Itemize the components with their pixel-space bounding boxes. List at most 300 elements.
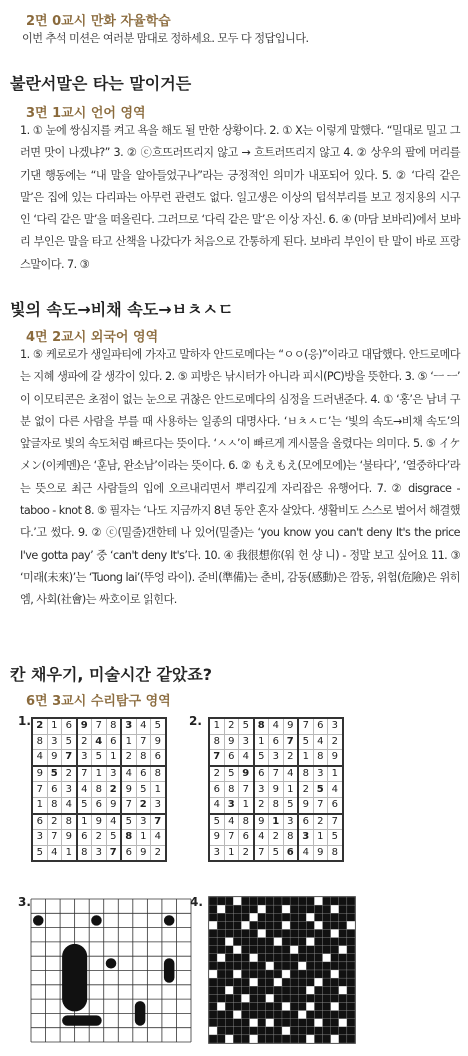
sudoku-cell: 1 [254,734,269,750]
sudoku-cell: 3 [92,845,107,861]
nonogram-cell [217,913,225,921]
nonogram-cell [339,970,347,978]
nonogram-cell [331,921,339,929]
sudoku-row [32,782,166,798]
section1-subheading: 3면 1교시 언어 영역 [26,106,146,121]
sudoku-cell: 1 [239,797,254,813]
sudoku-cell: 2 [239,845,254,861]
nonogram-cell [225,938,233,946]
nonogram-cell [241,921,249,929]
nonogram-cell [347,978,355,986]
sudoku-cell: 7 [62,750,77,766]
nonogram-cell [217,978,225,986]
nonogram-cell [266,1027,274,1035]
nonogram-cell [347,913,355,921]
sudoku-cell: 3 [254,782,269,798]
nonogram-cell [339,929,347,937]
sudoku-cell: 7 [209,750,224,766]
nonogram-cell [241,929,249,937]
nonogram-cell [298,913,306,921]
nonogram-cell [241,1035,249,1043]
nonogram-cell [298,970,306,978]
nonogram-cell [331,962,339,970]
nonogram-cell [250,962,258,970]
sudoku-cell: 9 [47,750,62,766]
nonogram-cell [306,913,314,921]
nonogram-cell [314,978,322,986]
sudoku-cell: 6 [224,750,239,766]
puzzle1-label: 1. [18,714,31,728]
nonogram-cell [274,954,282,962]
sudoku-cell: 2 [121,750,136,766]
sudoku-cell: 8 [239,814,254,830]
nonogram-cell [258,1019,266,1027]
nonogram-cell [314,994,322,1002]
filled-shape [62,944,87,1012]
section2-title: 빛의 속도→비채 속도→ㅂㅊㅅㄷ [10,300,234,319]
nonogram-cell [298,986,306,994]
sudoku-cell: 9 [298,797,313,813]
nonogram-cell [209,897,217,905]
sudoku-cell: 1 [92,766,107,782]
nonogram-cell [339,954,347,962]
nonogram-cell [274,1002,282,1010]
nonogram-cell [314,970,322,978]
nonogram-cell [266,1002,274,1010]
sudoku-cell: 5 [298,734,313,750]
nonogram-cell [250,897,258,905]
nonogram-cell [266,913,274,921]
nonogram-cell [323,1019,331,1027]
sudoku-cell: 8 [32,734,47,750]
sudoku-cell: 9 [151,734,166,750]
sudoku-cell: 8 [151,766,166,782]
nonogram-cell [290,986,298,994]
nonogram-cell [331,954,339,962]
sudoku-cell: 6 [328,797,343,813]
nonogram-cell [209,905,217,913]
nonogram-cell [282,962,290,970]
nonogram-cell [217,962,225,970]
nonogram-cell [339,962,347,970]
nonogram-grid [208,896,356,1044]
sudoku-cell: 7 [121,797,136,813]
nonogram-cell [339,978,347,986]
nonogram-cell [241,1019,249,1027]
nonogram-cell [233,921,241,929]
sudoku-cell: 3 [106,766,121,782]
nonogram-cell [241,954,249,962]
nonogram-cell [225,921,233,929]
sudoku-cell: 2 [209,766,224,782]
nonogram-cell [233,970,241,978]
nonogram-cell [298,938,306,946]
nonogram-cell [233,938,241,946]
nonogram-cell [314,921,322,929]
nonogram-cell [250,1027,258,1035]
sudoku-cell: 5 [106,830,121,846]
nonogram-cell [298,1011,306,1019]
sudoku-cell: 5 [239,718,254,734]
nonogram-cell [347,946,355,954]
nonogram-cell [331,1019,339,1027]
nonogram-cell [323,897,331,905]
nonogram-cell [298,1027,306,1035]
nonogram-cell [314,897,322,905]
nonogram-cell [331,946,339,954]
nonogram-cell [298,1035,306,1043]
nonogram-cell [225,1035,233,1043]
nonogram-cell [282,1027,290,1035]
nonogram-cell [225,905,233,913]
filled-shape [164,958,175,983]
sudoku-cell: 6 [239,830,254,846]
nonogram-cell [217,905,225,913]
nonogram-cell [298,1002,306,1010]
nonogram-cell [331,1002,339,1010]
section3-subheading: 6면 3교시 수리탐구 영역 [26,694,171,709]
nonogram-cell [339,1002,347,1010]
nonogram-cell [290,1002,298,1010]
nonogram-cell [298,994,306,1002]
sudoku-cell: 8 [136,750,151,766]
sudoku-cell: 6 [151,750,166,766]
sudoku-cell: 8 [313,750,328,766]
nonogram-cell [250,1002,258,1010]
sudoku-cell: 3 [77,750,92,766]
nonogram-cell [217,946,225,954]
nonogram-cell [282,1035,290,1043]
sudoku-cell: 9 [62,830,77,846]
nonogram-cell [347,1027,355,1035]
sudoku-cell: 9 [92,814,107,830]
sudoku-cell: 6 [121,845,136,861]
sudoku-cell: 1 [209,718,224,734]
sudoku-cell: 6 [313,718,328,734]
nonogram-cell [274,897,282,905]
nonogram-cell [282,970,290,978]
nonogram-cell [339,897,347,905]
sudoku-cell: 5 [328,830,343,846]
nonogram-cell [331,994,339,1002]
nonogram-cell [241,994,249,1002]
nonogram-cell [258,1011,266,1019]
sudoku-cell: 3 [209,845,224,861]
sudoku-cell: 4 [298,845,313,861]
sudoku-cell: 8 [92,782,107,798]
nonogram-cell [274,994,282,1002]
nonogram-cell [217,921,225,929]
sudoku-cell: 8 [47,797,62,813]
nonogram-cell [233,1011,241,1019]
sudoku-cell: 6 [298,814,313,830]
nonogram-cell [331,986,339,994]
nonogram-cell [233,929,241,937]
sudoku-cell: 3 [283,814,298,830]
nonogram-cell [331,897,339,905]
nonogram-cell [290,897,298,905]
nonogram-cell [290,1035,298,1043]
nonogram-cell [217,897,225,905]
nonogram-cell [347,1035,355,1043]
nonogram-cell [241,962,249,970]
nonogram-cell [323,1002,331,1010]
sudoku-cell: 9 [239,766,254,782]
nonogram-cell [250,913,258,921]
nonogram-cell [233,994,241,1002]
nonogram-cell [258,921,266,929]
filled-shape [135,1001,146,1026]
sudoku-cell: 2 [92,830,107,846]
nonogram-cell [209,1035,217,1043]
nonogram-cell [290,962,298,970]
nonogram-cell [250,1019,258,1027]
sudoku-cell: 4 [92,734,107,750]
nonogram-cell [250,1011,258,1019]
sudoku-row [209,734,343,750]
nonogram-cell [250,994,258,1002]
sudoku-cell: 1 [224,845,239,861]
nonogram-cell [282,946,290,954]
nonogram-cell [217,1002,225,1010]
sudoku-cell: 9 [254,814,269,830]
nonogram-cell [339,994,347,1002]
nonogram-cell [233,1019,241,1027]
nonogram-cell [250,1035,258,1043]
sudoku-row [209,797,343,813]
nonogram-cell [217,938,225,946]
nonogram-cell [314,946,322,954]
sudoku-cell: 1 [313,830,328,846]
nonogram-cell [225,897,233,905]
sudoku-cell: 7 [77,766,92,782]
nonogram-cell [233,962,241,970]
nonogram-cell [233,1027,241,1035]
nonogram-cell [250,954,258,962]
sudoku-cell: 5 [151,718,166,734]
nonogram-cell [274,1019,282,1027]
nonogram-cell [233,954,241,962]
nonogram-cell [339,986,347,994]
nonogram-cell [225,954,233,962]
nonogram-cell [266,954,274,962]
nonogram-cell [282,921,290,929]
nonogram-cell [347,954,355,962]
sudoku-cell: 8 [269,797,284,813]
nonogram-cell [314,1035,322,1043]
filled-shape [62,1015,102,1025]
nonogram-cell [209,1027,217,1035]
sudoku-cell: 7 [136,734,151,750]
nonogram-cell [282,1002,290,1010]
sudoku-cell: 4 [77,782,92,798]
filled-shape [106,958,117,968]
nonogram-cell [233,905,241,913]
nonogram-cell [250,978,258,986]
nonogram-cell [331,1011,339,1019]
sudoku-cell: 1 [32,797,47,813]
nonogram-cell [266,1035,274,1043]
nonogram-cell [241,897,249,905]
nonogram-cell [209,938,217,946]
nonogram-cell [250,921,258,929]
nonogram-cell [241,1002,249,1010]
nonogram-cell [290,1011,298,1019]
nonogram-cell [347,970,355,978]
nonogram-cell [314,986,322,994]
top-heading: 2면 0교시 만화 자율학습 [26,14,171,29]
nonogram-cell [209,1019,217,1027]
sudoku-cell: 2 [254,797,269,813]
nonogram-cell [266,1011,274,1019]
sudoku-cell: 4 [47,845,62,861]
nonogram-cell [225,929,233,937]
nonogram-cell [217,929,225,937]
nonogram-cell [298,962,306,970]
sudoku-cell: 6 [106,734,121,750]
nonogram-cell [323,1011,331,1019]
nonogram-cell [331,1035,339,1043]
nonogram-cell [290,921,298,929]
nonogram-cell [225,913,233,921]
nonogram-cell [274,1011,282,1019]
nonogram-cell [274,929,282,937]
nonogram-cell [290,913,298,921]
nonogram-cell [233,913,241,921]
sudoku-cell: 1 [121,734,136,750]
sudoku-cell: 2 [77,734,92,750]
nonogram-cell [241,913,249,921]
nonogram-cell [282,913,290,921]
sudoku-cell: 9 [136,845,151,861]
nonogram-cell [306,938,314,946]
nonogram-cell [274,913,282,921]
sudoku-cell: 6 [283,845,298,861]
nonogram-cell [209,994,217,1002]
nonogram-cell [290,905,298,913]
nonogram-cell [233,978,241,986]
nonogram-cell [266,905,274,913]
nonogram-cell [282,986,290,994]
sudoku-cell: 4 [239,750,254,766]
nonogram-cell [258,897,266,905]
nonogram-cell [225,946,233,954]
nonogram-cell [331,970,339,978]
nonogram-cell [282,938,290,946]
nonogram-cell [339,921,347,929]
sudoku-cell: 3 [224,797,239,813]
nonogram-cell [306,986,314,994]
nonogram-cell [339,913,347,921]
nonogram-cell [225,978,233,986]
nonogram-cell [347,986,355,994]
nonogram-cell [339,905,347,913]
sudoku-cell: 5 [62,734,77,750]
sudoku-cell: 5 [77,797,92,813]
nonogram-cell [314,954,322,962]
nonogram-cell [217,954,225,962]
nonogram-cell [225,986,233,994]
nonogram-cell [306,1011,314,1019]
nonogram-cell [266,986,274,994]
nonogram-cell [290,978,298,986]
sudoku-cell: 7 [283,734,298,750]
nonogram-cell [282,929,290,937]
nonogram-cell [323,994,331,1002]
nonogram-cell [233,1002,241,1010]
sudoku-cell: 2 [298,782,313,798]
nonogram-cell [306,1002,314,1010]
nonogram-cell [282,978,290,986]
filled-shape [91,915,102,925]
nonogram-cell [290,1019,298,1027]
sudoku-cell: 8 [106,718,121,734]
nonogram-cell [225,962,233,970]
sudoku-cell: 4 [106,814,121,830]
nonogram-cell [209,954,217,962]
nonogram-cell [331,978,339,986]
nonogram-cell [258,994,266,1002]
nonogram-cell [225,1027,233,1035]
nonogram-cell [217,994,225,1002]
sudoku-cell: 5 [32,845,47,861]
nonogram-cell [266,946,274,954]
sudoku-cell: 6 [77,830,92,846]
nonogram-cell [250,986,258,994]
nonogram-cell [347,994,355,1002]
nonogram-cell [250,970,258,978]
sudoku-cell: 9 [32,766,47,782]
nonogram-cell [298,921,306,929]
nonogram-cell [306,1035,314,1043]
nonogram-cell [258,970,266,978]
nonogram-cell [209,921,217,929]
sudoku-cell: 4 [32,750,47,766]
sudoku-row [32,734,166,750]
sudoku-cell: 9 [209,830,224,846]
puzzle2-label: 2. [189,714,202,728]
nonogram-cell [266,1019,274,1027]
nonogram-cell [233,946,241,954]
nonogram-cell [217,970,225,978]
sudoku-cell: 1 [47,718,62,734]
sudoku-cell: 8 [298,766,313,782]
nonogram-cell [323,946,331,954]
nonogram-cell [290,929,298,937]
nonogram-cell [314,913,322,921]
sudoku-cell: 7 [92,718,107,734]
nonogram-cell [290,1027,298,1035]
nonogram-cell [266,929,274,937]
nonogram-cell [241,946,249,954]
nonogram-cell [314,929,322,937]
nonogram-cell [217,986,225,994]
nonogram-cell [339,938,347,946]
sudoku-cell: 4 [254,830,269,846]
nonogram-cell [266,921,274,929]
sudoku-grid-1 [31,717,167,862]
nonogram-cell [339,946,347,954]
sudoku-cell: 5 [136,782,151,798]
nonogram-cell [266,962,274,970]
sudoku-cell: 5 [224,766,239,782]
sudoku-cell: 3 [151,797,166,813]
sudoku-cell: 8 [224,782,239,798]
sudoku-row [32,797,166,813]
sudoku-cell: 7 [328,814,343,830]
nonogram-cell [225,970,233,978]
nonogram-cell [250,929,258,937]
